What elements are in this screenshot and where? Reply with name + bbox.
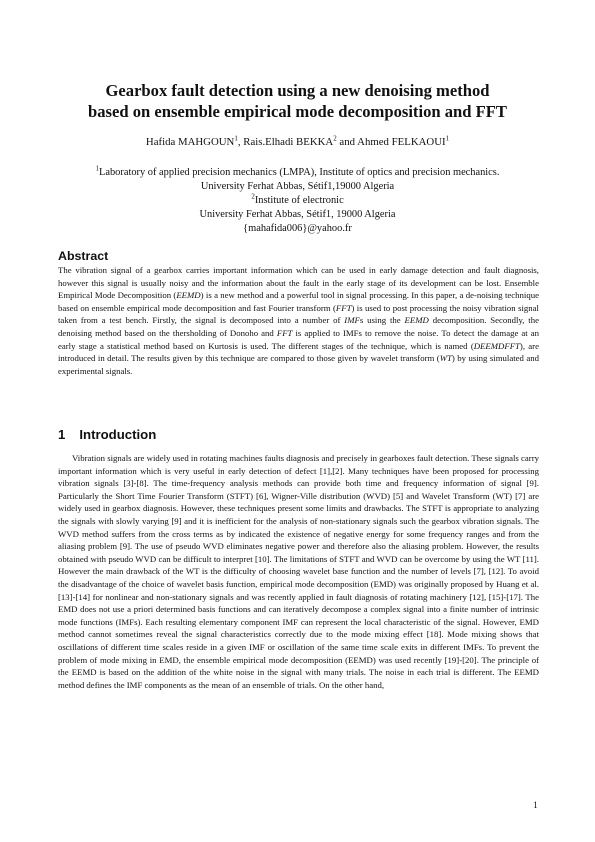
abstract-text: s using the xyxy=(359,315,405,326)
abstract-term: FFT xyxy=(335,302,352,313)
abstract-heading: Abstract xyxy=(58,249,109,263)
abstract-term: FFT xyxy=(276,327,293,338)
affiliation-line-3 xyxy=(40,194,555,208)
author-1-affil-mark: 1 xyxy=(234,134,238,143)
page-number: 1 xyxy=(533,801,538,811)
abstract-text: decomposition. Secondly, the denoising method based on the thersholding of Donoho and xyxy=(58,315,539,338)
abstract-term: WT xyxy=(439,353,452,364)
affiliation-line-2: University Ferhat Abbas, Sétif1,19000 Algeria xyxy=(200,181,395,192)
author-separator-1: , xyxy=(237,136,244,148)
abstract-body xyxy=(58,264,539,377)
author-separator-2: and xyxy=(336,136,358,148)
author-2: Rais.Elhadi BEKKA xyxy=(243,136,334,148)
abstract-text: ) by using simulated and experimental signals. xyxy=(58,353,540,376)
author-3-affil-mark: 1 xyxy=(445,134,450,143)
author-2-affil-mark: 2 xyxy=(333,134,337,143)
affiliation-1-mark: 1 xyxy=(95,164,100,173)
abstract-text: ) is a new method and a powerful tool in signal processing. In this paper, a de-noising technique based on ensemble empirical mode decomposition and fast Fourier transform ( xyxy=(58,290,539,313)
affiliation-line-4: University Ferhat Abbas, Sétif1, 19000 Algeria xyxy=(199,209,396,220)
section-number: 1 xyxy=(58,427,66,442)
affiliation-2-mark: 2 xyxy=(251,192,255,201)
abstract-text: ), are introduced in detail. The results given by this technique are compared to those given by wavelet transform ( xyxy=(58,340,539,364)
abstract-text: is applied to IMFs to remove the noise. To detect the damage at an early stage a statistical method based on Kurtosis is used. The different stages of the technique, which is named ( xyxy=(58,327,540,351)
author-list xyxy=(40,135,555,149)
abstract-text: The vibration signal of a gearbox carries important information which can be used in early damage detection and fault diagnosis, however this signal is usually noisy and the information about the fault in the early stage of its development can be lost. Ensemble Empirical Mode Decomposition ( xyxy=(58,265,539,301)
affiliation-1-text: Laboratory of applied precision mechanics (LMPA), Institute of optics and precision mechanics. xyxy=(99,167,500,178)
title-line-1: Gearbox fault detection using a new denoising method xyxy=(105,81,490,100)
affiliation-2-text: Institute of electronic xyxy=(254,195,344,206)
abstract-term: EEMD xyxy=(176,290,201,301)
abstract-term: IMF xyxy=(344,315,360,326)
section-title: Introduction xyxy=(79,427,157,442)
affiliation-line-1 xyxy=(40,166,555,180)
abstract-term: EEMD xyxy=(404,315,429,326)
abstract-text: ) is used to post processing the noisy vibration signal taken from a test bench. Firstly, the signal is decomposed into a number of xyxy=(58,302,539,326)
contact-email: {mahafida006}@yahoo.fr xyxy=(243,223,352,234)
author-1: Hafida MAHGOUN xyxy=(145,136,235,148)
paper-title xyxy=(40,80,555,122)
author-3: Ahmed FELKAOUI xyxy=(357,136,446,148)
affiliations xyxy=(40,166,555,236)
introduction-body: Vibration signals are widely used in rotating machines faults diagnosis and precisely in gearboxes fault detection. These signals carry important information which is very useful in early detection of defect [1],[2]. Many techniques have been proposed for processing vibration signals [3]-[8]. The time-frequency analysis methods can provide both time and frequency information of signal [9]. Particularly the Short Time Fourier Transform (STFT) [6], Wigner-Ville distribution (WVD) [5] and Wavelet Transform (WT) [7] are widely used in gearbox diagnosis. However, these techniques present some limits and drawbacks. The STFT is appropriate to analyzing the signals with slowly varying [9] and it is inefficient for the analysis of non-stationary signals such the gearbox vibration signals. The WVD method suffers from the cross terms as by indicated the existence of negative energy for some frequency ranges and from the aliasing problem [9]. The use of pseudo WVD eliminates negative power and therefore also the aliasing problem. However, the results obtained with pseudo WVD can be difficult to interpret [10]. The limitations of STFT and WVD can be overcome by using the WT [11]. However the main drawback of the WT is the difficulty of choosing wavelet base function and the number of levels [7], [12]. To avoid the disadvantage of the choice of wavelet basis function, empirical mode decomposition (EMD) was originally proposed by Huang et al. [13]-[14] for nonlinear and non-stationary signals and was recently applied in fault diagnosis of rotating machinery [12], [15]-[17]. The EMD does not use a priori determined basis functions and can iteratively decompose a complex signal into a finite number of intrinsic mode functions (IMFs). Each resulting elementary component IMF can represent the local characteristic of the signal. However, EMD method cannot sometimes reveal the signal characteristics correctly due to the mode mixing effect [18]. Mode mixing shows that oscillations of different time scales reside in a given IMF or oscillation of the same time scale exits in different IMFs. To prevent the problem of mode mixing in EMD, the ensemble empirical mode decomposition (EEMD) was used recently [19]-[20]. The principle of the EEMD is based on the addition of the white noise in the signal with many trials. The noise in each trial is different. The EEMD method defines the IMF components as the mean of an ensemble of trials. On the other hand, xyxy=(58,453,539,690)
title-line-2: based on ensemble empirical mode decomposition and FFT xyxy=(87,102,507,121)
abstract-term: DEEMDFFT xyxy=(473,340,520,351)
section-heading-introduction xyxy=(58,427,156,442)
